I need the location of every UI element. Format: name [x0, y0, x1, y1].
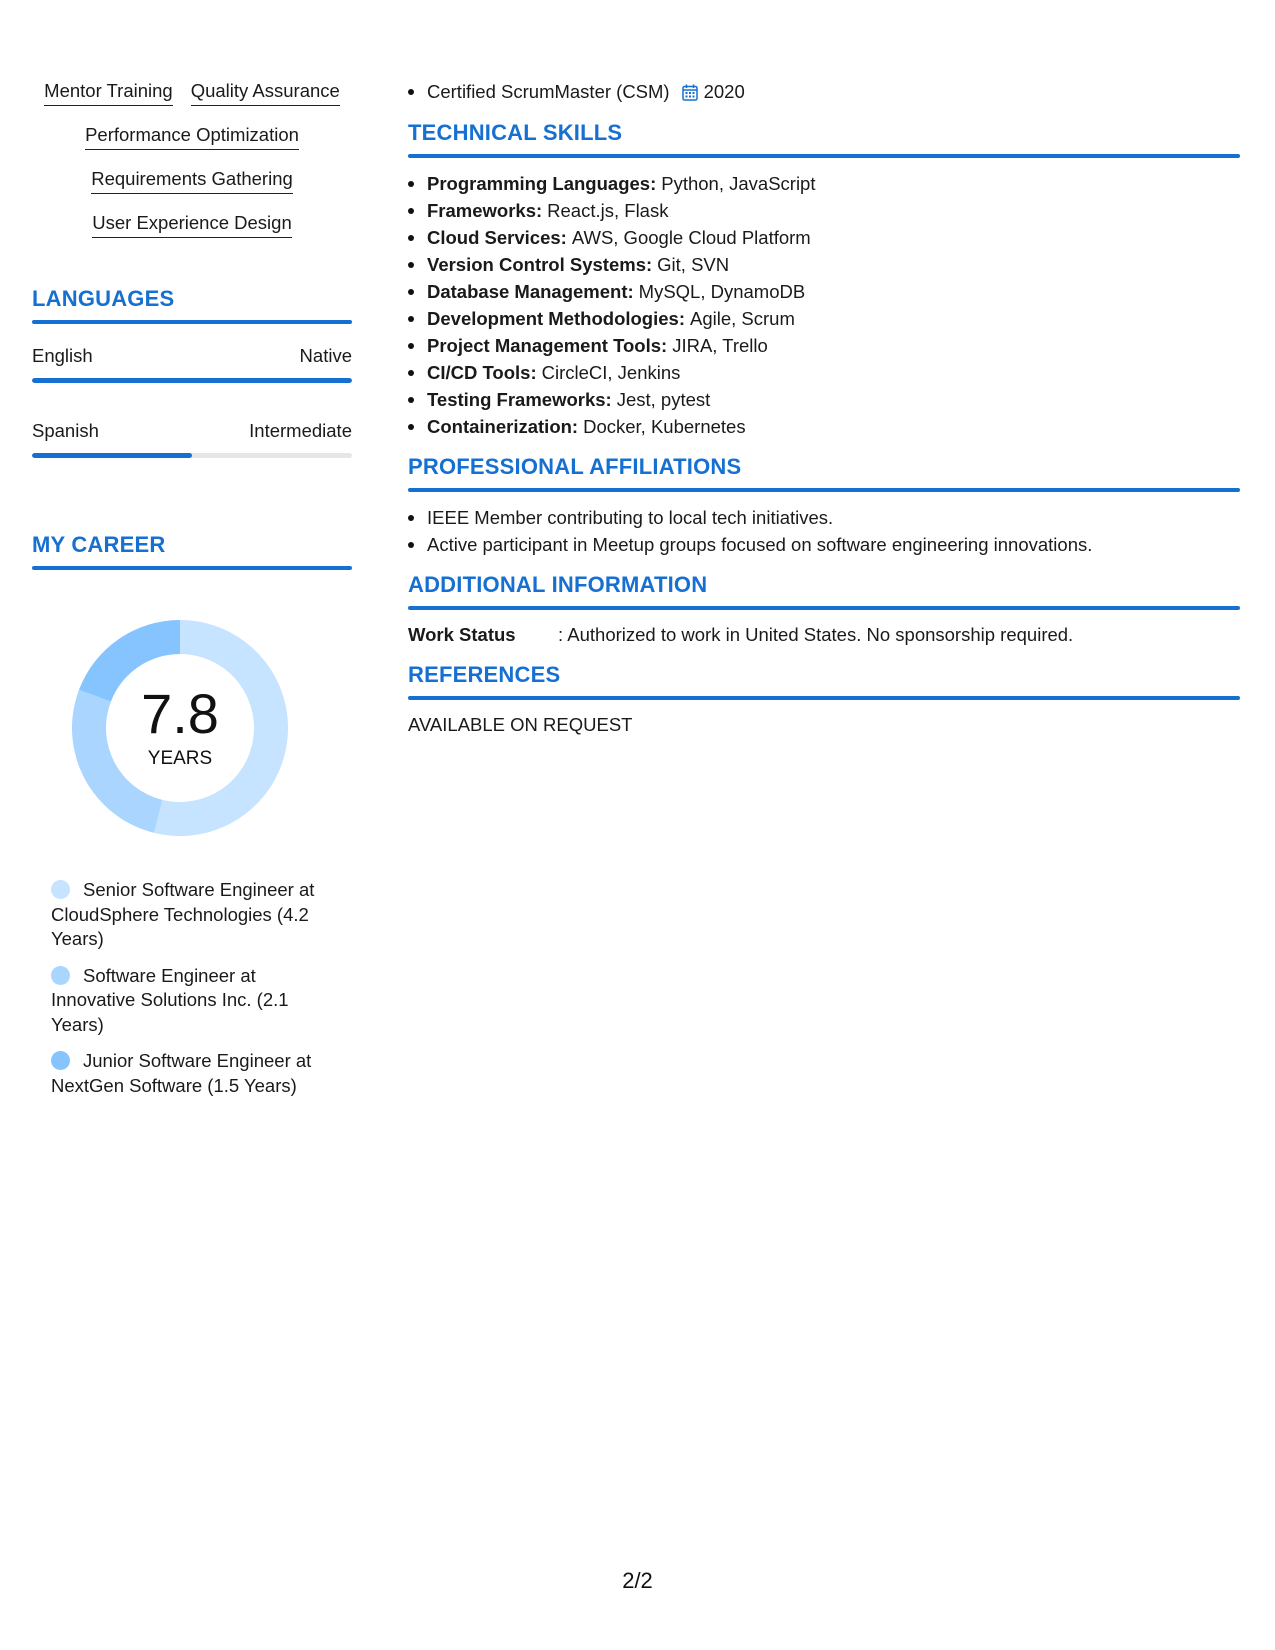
skill-key: Version Control Systems:	[427, 254, 653, 275]
bullet	[408, 515, 414, 521]
bullet	[408, 316, 414, 322]
skill-key: Development Methodologies:	[427, 308, 685, 329]
skill-key: Cloud Services:	[427, 227, 567, 248]
skill-key: CI/CD Tools:	[427, 362, 537, 383]
skill-value: Git, SVN	[657, 254, 730, 275]
list-item	[408, 413, 1240, 440]
skill-tag: Mentor Training	[44, 78, 173, 106]
references-text: AVAILABLE ON REQUEST	[408, 714, 633, 735]
section-divider	[408, 606, 1240, 610]
legend-dot	[51, 880, 70, 899]
technical-skills-list	[408, 170, 1240, 440]
section-divider	[32, 320, 352, 324]
section-divider	[408, 696, 1240, 700]
language-bar-fill	[32, 378, 352, 383]
language-name: English	[32, 345, 93, 366]
references-title: REFERENCES	[408, 662, 561, 687]
skill-tag: Quality Assurance	[191, 78, 340, 106]
list-item	[408, 359, 1240, 386]
legend-dot	[51, 966, 70, 985]
skill-tag: Requirements Gathering	[91, 166, 293, 194]
bullet	[408, 397, 414, 403]
legend-dot	[51, 1051, 70, 1070]
bullet	[408, 208, 414, 214]
skill-value: Jest, pytest	[616, 389, 711, 410]
language-bar-fill	[32, 453, 192, 458]
section-divider	[32, 566, 352, 570]
info-row	[408, 622, 1240, 648]
skill-key: Containerization:	[427, 416, 579, 437]
language-name: Spanish	[32, 420, 99, 441]
career-legend	[51, 878, 326, 1098]
bullet	[408, 289, 414, 295]
skill-value: React.js, Flask	[547, 200, 669, 221]
skill-value: Docker, Kubernetes	[583, 416, 746, 437]
additional-info-section	[408, 572, 1240, 648]
skill-value: AWS, Google Cloud Platform	[571, 227, 811, 248]
section-divider	[408, 154, 1240, 158]
legend-label: Junior Software Engineer at NextGen Software (1.5 Years)	[51, 1050, 312, 1096]
legend-item	[51, 964, 326, 1038]
calendar-icon	[682, 84, 698, 101]
languages-section	[32, 286, 352, 458]
certification-item	[408, 78, 1240, 106]
skill-value: Python, JavaScript	[661, 173, 816, 194]
affiliations-section	[408, 454, 1240, 558]
career-title: MY CAREER	[32, 532, 166, 557]
bullet	[408, 370, 414, 376]
legend-item	[51, 878, 326, 952]
career-section	[32, 532, 352, 1098]
certification-name: Certified ScrumMaster (CSM)	[427, 81, 670, 102]
page-number: 2/2	[622, 1568, 653, 1593]
skill-key: Project Management Tools:	[427, 335, 668, 356]
career-total-unit: YEARS	[147, 748, 213, 769]
technical-skills-title: TECHNICAL SKILLS	[408, 120, 623, 145]
list-item	[408, 278, 1240, 305]
skill-key: Programming Languages:	[427, 173, 657, 194]
skill-key: Database Management:	[427, 281, 634, 302]
list-item	[408, 197, 1240, 224]
affiliations-title: PROFESSIONAL AFFILIATIONS	[408, 454, 742, 479]
language-bar	[32, 453, 352, 458]
affiliation-text: Active participant in Meetup groups focused on software engineering innovations.	[427, 534, 1093, 555]
skill-value: MySQL, DynamoDB	[638, 281, 806, 302]
bullet	[408, 181, 414, 187]
right-column	[408, 78, 1240, 738]
list-item	[408, 251, 1240, 278]
list-item	[408, 531, 1240, 558]
language-bar	[32, 378, 352, 383]
legend-label: Senior Software Engineer at CloudSphere Technologies (4.2 Years)	[51, 879, 315, 949]
language-row	[32, 344, 352, 368]
languages-title: LANGUAGES	[32, 286, 175, 311]
info-key: Work Status	[408, 624, 516, 645]
language-level: Intermediate	[249, 420, 352, 441]
bullet	[408, 262, 414, 268]
bullet	[408, 542, 414, 548]
legend-item	[51, 1049, 326, 1098]
skill-key: Frameworks:	[427, 200, 543, 221]
bullet	[408, 343, 414, 349]
left-column	[32, 78, 352, 1110]
technical-skills-section	[408, 120, 1240, 440]
skill-key: Testing Frameworks:	[427, 389, 612, 410]
list-item	[408, 386, 1240, 413]
affiliations-list	[408, 504, 1240, 558]
section-divider	[408, 488, 1240, 492]
bullet	[408, 424, 414, 430]
bullet	[408, 235, 414, 241]
info-value: : Authorized to work in United States. No sponsorship required.	[558, 624, 1074, 645]
certification-year: 2020	[703, 81, 745, 102]
affiliation-text: IEEE Member contributing to local tech initiatives.	[427, 507, 834, 528]
list-item	[408, 504, 1240, 531]
language-level: Native	[299, 345, 352, 366]
references-section	[408, 662, 1240, 738]
skill-value: Agile, Scrum	[690, 308, 795, 329]
language-row	[32, 419, 352, 443]
list-item	[408, 170, 1240, 197]
additional-info-title: ADDITIONAL INFORMATION	[408, 572, 708, 597]
skill-value: CircleCI, Jenkins	[541, 362, 681, 383]
skill-value: JIRA, Trello	[672, 335, 768, 356]
skill-tag: Performance Optimization	[85, 122, 299, 150]
list-item	[408, 224, 1240, 251]
legend-label: Software Engineer at Innovative Solutions Inc. (2.1 Years)	[51, 964, 289, 1035]
list-item	[408, 332, 1240, 359]
career-total-value: 7.8	[141, 682, 219, 745]
list-item	[408, 305, 1240, 332]
donut-center	[66, 614, 294, 842]
skill-tags	[32, 78, 352, 238]
bullet	[408, 89, 414, 95]
skill-tag: User Experience Design	[92, 210, 291, 238]
career-donut-chart	[66, 614, 294, 842]
